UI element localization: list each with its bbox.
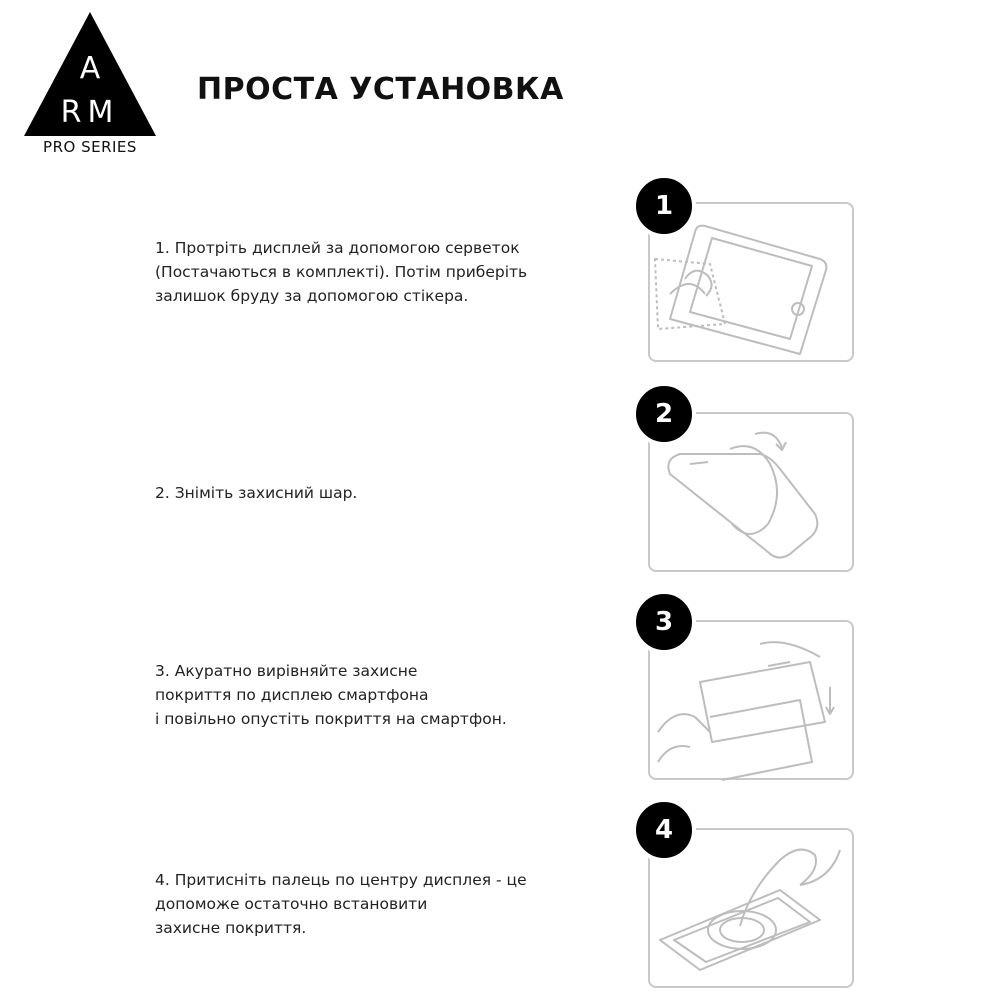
step-3-text: 3. Акуратно вирівняйте захисне покриття по дисплею смартфона і повільно опустіть покриття на смартфон.: [155, 662, 507, 728]
step-4-badge: 4: [632, 798, 696, 862]
step-1-badge: 1: [632, 174, 696, 238]
step-4-text: 4. Притисніть палець по центру дисплея - це допоможе остаточно встановити захисне покриття.: [155, 871, 527, 937]
logo-subtitle: PRO SERIES: [43, 138, 137, 156]
logo-letters-rm: RM: [60, 95, 120, 130]
step-2-text: 2. Зніміть захисний шар.: [155, 484, 358, 502]
arm-logo: [20, 10, 160, 155]
step-2-badge: 2: [632, 382, 696, 446]
logo-triangle-icon: [20, 10, 160, 140]
step-1-text: 1. Протріть дисплей за допомогою серветок (Постачаються в комплекті). Потім приберіть залишок бруду за допомогою стікера.: [155, 239, 528, 305]
page-title: ПРОСТА УСТАНОВКА: [197, 72, 564, 107]
step-3-badge: 3: [632, 590, 696, 654]
logo-letter-a: A: [79, 51, 101, 86]
